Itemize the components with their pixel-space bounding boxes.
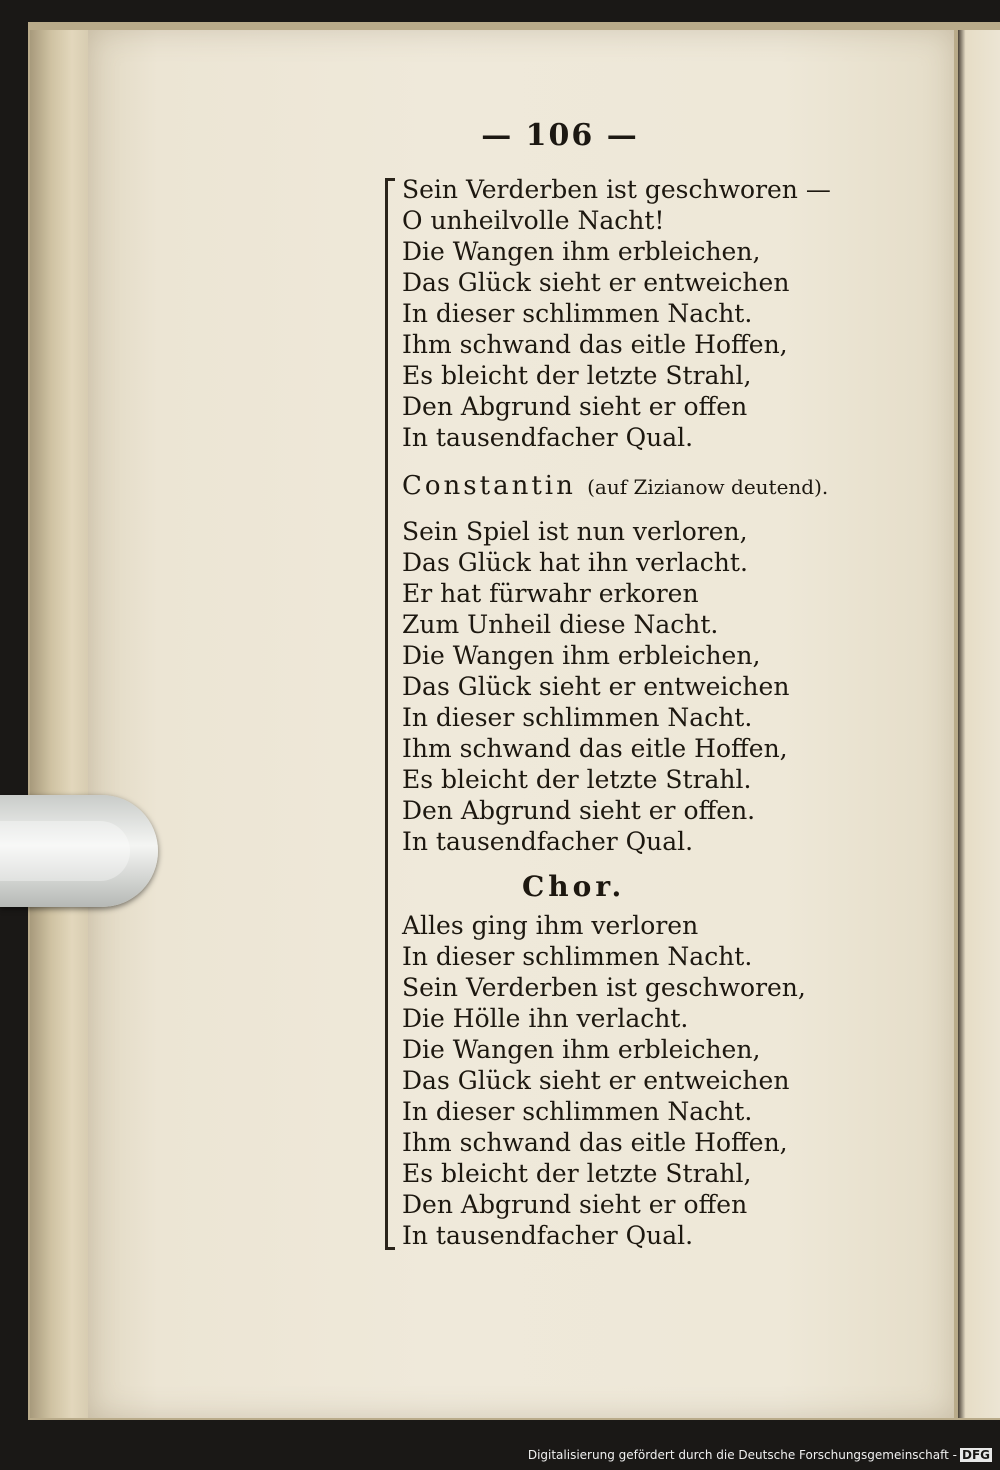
verse-line: Sein Verderben ist geschworen — <box>402 175 831 204</box>
verse-line: Den Abgrund sieht er offen <box>402 1190 748 1219</box>
verse-line: Die Wangen ihm erbleichen, <box>402 1035 761 1064</box>
verse-line: Die Hölle ihn verlacht. <box>402 1004 689 1033</box>
speaker-name: Constantin <box>402 471 576 501</box>
verse-line: Das Glück sieht er entweichen <box>402 672 790 701</box>
verse-line: O unheilvolle Nacht! <box>402 206 665 235</box>
verse-line: Die Wangen ihm erbleichen, <box>402 641 761 670</box>
verse-line: In tausendfacher Qual. <box>402 1221 694 1250</box>
digitization-credit <box>528 1448 992 1462</box>
stanza-3 <box>402 910 822 1251</box>
verse-line: Sein Spiel ist nun verloren, <box>402 517 748 546</box>
facing-page-edge <box>958 30 1000 1418</box>
verse-line: Es bleicht der letzte Strahl, <box>402 361 752 390</box>
verse-line: Den Abgrund sieht er offen <box>402 392 748 421</box>
verse-line: In dieser schlimmen Nacht. <box>402 942 753 971</box>
verse-line: In dieser schlimmen Nacht. <box>402 703 753 732</box>
verse-line: In tausendfacher Qual. <box>402 423 694 452</box>
credit-text: Digitalisierung gefördert durch die Deutsche Forschungsgemeinschaft - <box>527 1448 957 1462</box>
verse-bracket <box>385 178 388 1250</box>
verse-line: Alles ging ihm verloren <box>402 911 699 940</box>
verse-line: Das Glück hat ihn verlacht. <box>402 548 748 577</box>
stanza-2 <box>402 516 822 857</box>
verse-line: In dieser schlimmen Nacht. <box>402 1097 753 1126</box>
chorus-heading: Chor. <box>522 870 626 903</box>
verse-line: Zum Unheil diese Nacht. <box>402 610 719 639</box>
page-stack-edge <box>30 30 90 1418</box>
verse-line: In tausendfacher Qual. <box>402 827 694 856</box>
verse-line: Ihm schwand das eitle Hoffen, <box>402 1128 788 1157</box>
verse-line: Ihm schwand das eitle Hoffen, <box>402 734 788 763</box>
verse-line: Es bleicht der letzte Strahl. <box>402 765 752 794</box>
verse-text <box>402 174 831 1251</box>
dfg-logo: DFG <box>961 1448 990 1462</box>
verse-line: Es bleicht der letzte Strahl, <box>402 1159 752 1188</box>
verse-line: Das Glück sieht er entweichen <box>402 268 790 297</box>
verse-line: Die Wangen ihm erbleichen, <box>402 237 761 266</box>
verse-line: Das Glück sieht er entweichen <box>402 1066 790 1095</box>
verse-line: In dieser schlimmen Nacht. <box>402 299 753 328</box>
verse-line: Sein Verderben ist geschworen, <box>402 973 806 1002</box>
speaker-line <box>402 471 829 502</box>
page-number: — 106 — <box>481 118 639 153</box>
stage-direction: (auf Zizianow deutend). <box>587 475 829 499</box>
verse-line: Er hat fürwahr erkoren <box>402 579 699 608</box>
verse-line: Den Abgrund sieht er offen. <box>402 796 756 825</box>
stanza-1 <box>402 174 831 453</box>
page-clip <box>0 795 158 907</box>
verse-line: Ihm schwand das eitle Hoffen, <box>402 330 788 359</box>
